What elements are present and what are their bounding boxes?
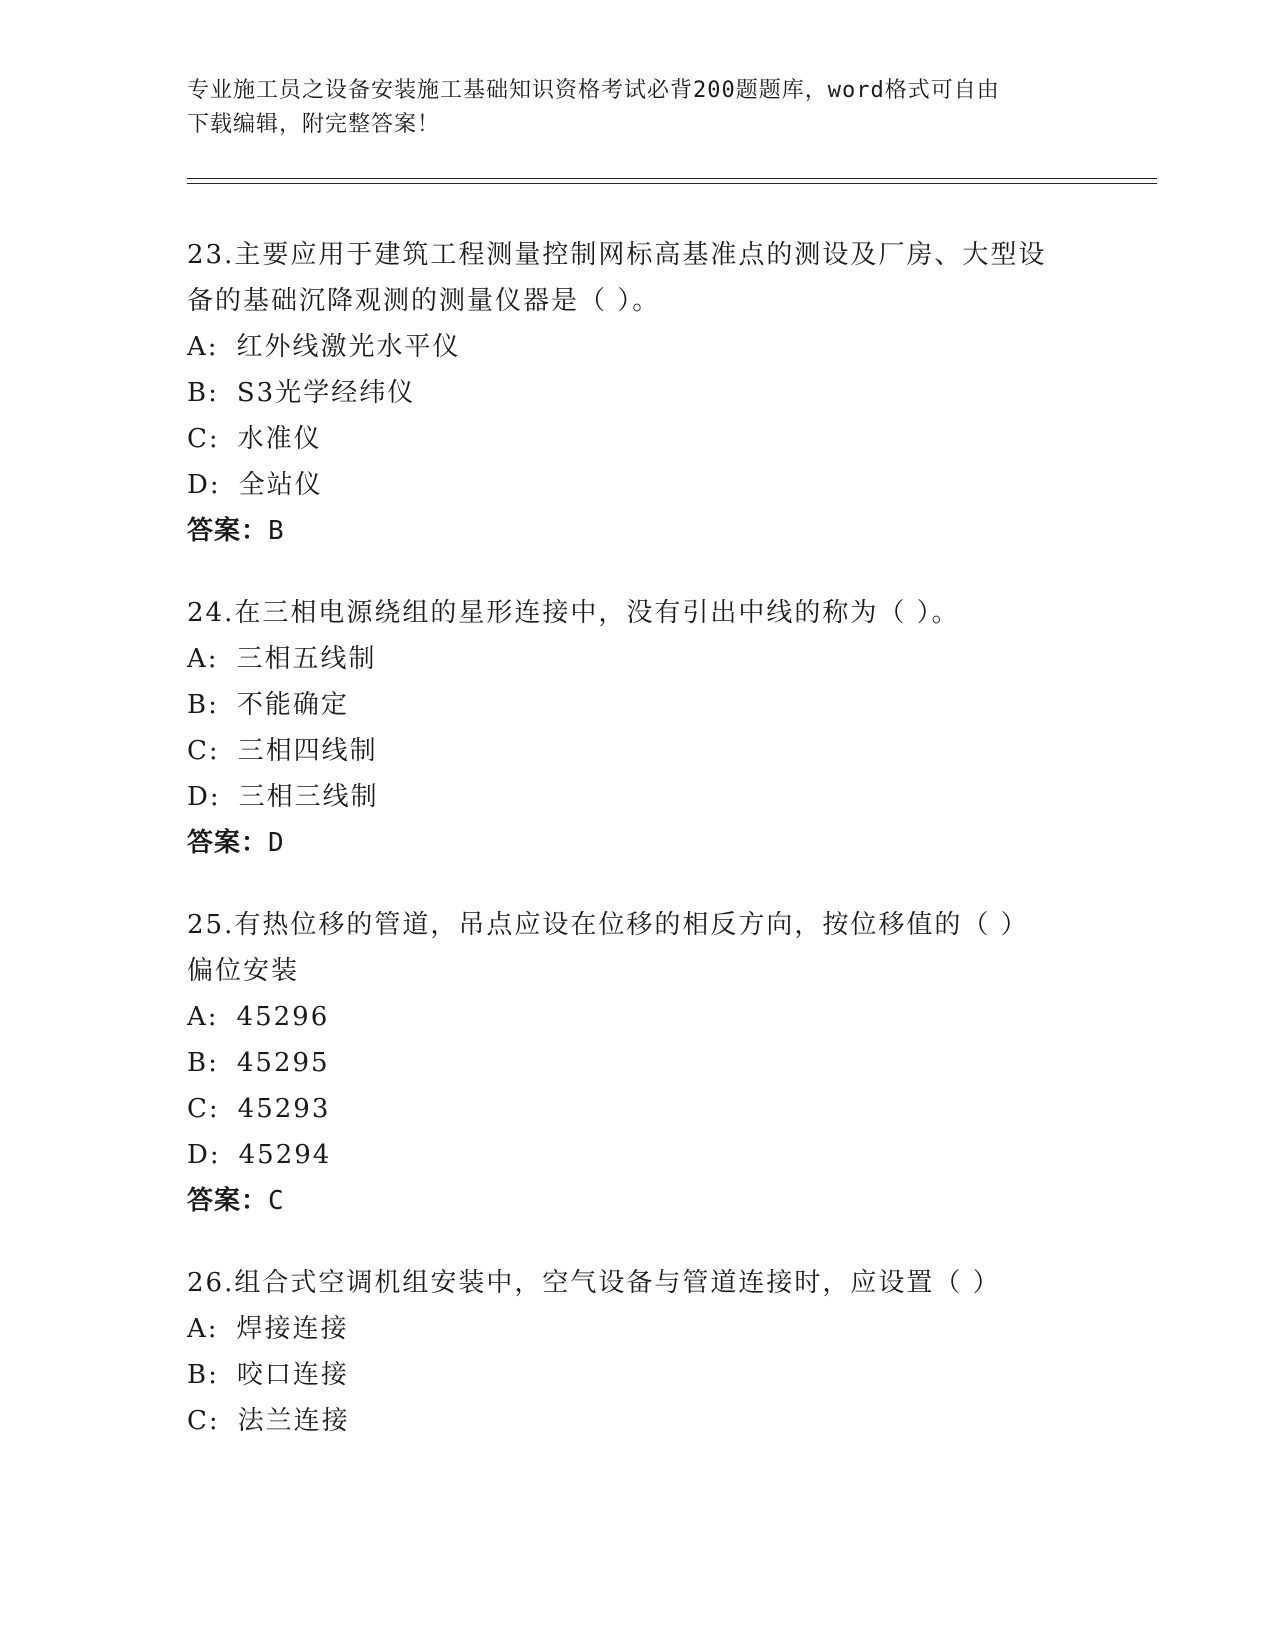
header-line-1: 专业施工员之设备安装施工基础知识资格考试必背200题题库，word格式可自由 [187,78,1000,103]
question-text: 25.有热位移的管道，吊点应设在位移的相反方向，按位移值的（ ） 偏位安装 [187,910,1029,986]
document-header [187,74,1087,142]
option-c: C: 45293 [187,1094,331,1124]
header-divider-bottom [187,183,1157,184]
answer-value: C [268,1186,285,1216]
option-a: A: 45296 [187,1002,330,1032]
question-26 [187,1260,1087,1444]
option-d: D: 全站仪 [187,470,323,500]
question-text: 26.组合式空调机组安装中，空气设备与管道连接时，应设置（ ） [187,1268,1001,1298]
answer-line: 答案：D [187,828,285,858]
option-b: B: 咬口连接 [187,1360,349,1390]
question-text: 23.主要应用于建筑工程测量控制网标高基准点的测设及厂房、大型设 备的基础沉降观测的测量仪器是（ ）。 [187,240,1047,316]
option-d: D: 三相三线制 [187,782,379,812]
answer-line: 答案：B [187,516,285,546]
question-text: 24.在三相电源绕组的星形连接中，没有引出中线的称为（ ）。 [187,598,960,628]
answer-value: D [268,828,285,858]
option-d: D: 45294 [187,1140,332,1170]
option-c: C: 法兰连接 [187,1406,350,1436]
header-line-2: 下载编辑，附完整答案！ [187,112,441,137]
option-c: C: 三相四线制 [187,736,378,766]
option-a: A: 三相五线制 [187,644,377,674]
question-25 [187,902,1087,1224]
option-a: A: 红外线激光水平仪 [187,332,461,362]
option-b: B: 45295 [187,1048,330,1078]
option-b: B: 不能确定 [187,690,349,720]
question-list [187,232,1087,1480]
option-c: C: 水准仪 [187,424,322,454]
answer-value: B [268,516,285,546]
header-divider-top [187,178,1157,179]
question-23 [187,232,1087,554]
answer-line: 答案：C [187,1186,285,1216]
option-b: B: S3光学经纬仪 [187,378,416,408]
option-a: A: 焊接连接 [187,1314,349,1344]
question-24 [187,590,1087,866]
